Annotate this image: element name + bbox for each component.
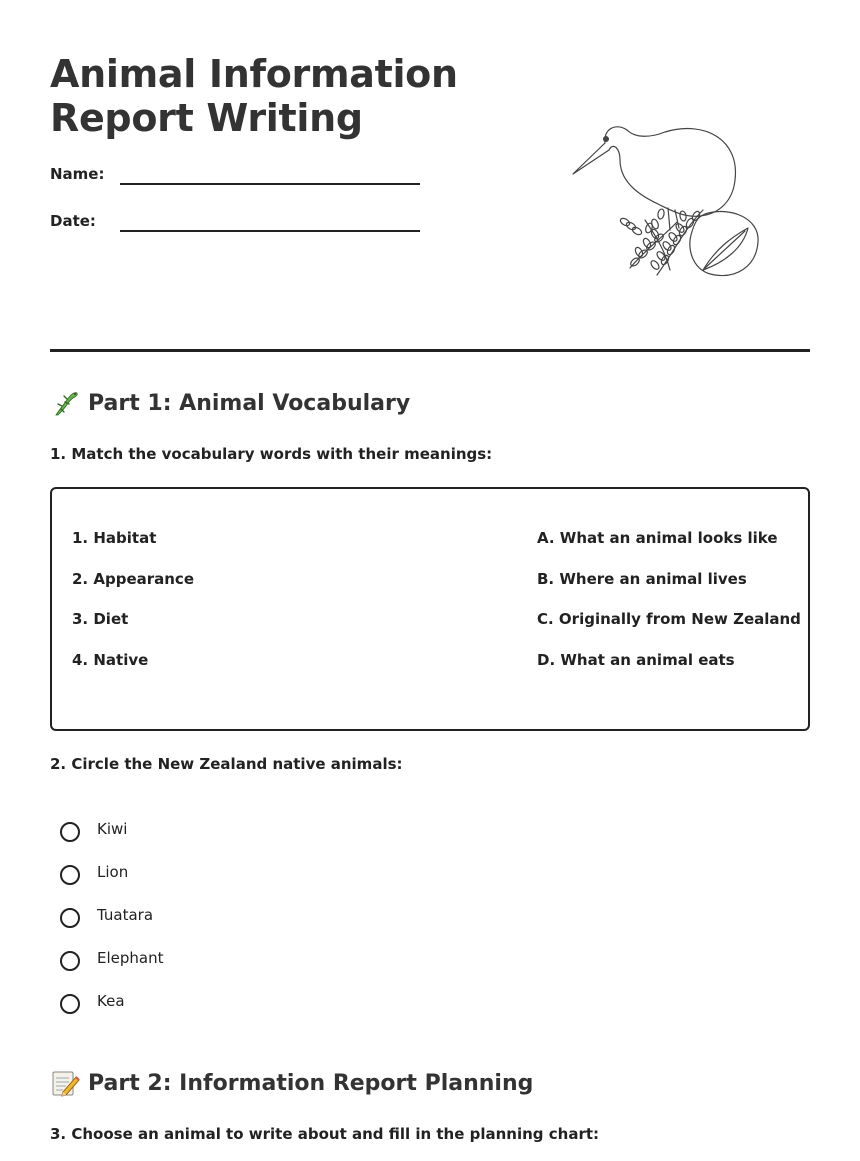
lizard-icon xyxy=(50,388,80,418)
circle-option-icon[interactable] xyxy=(60,822,80,842)
name-field[interactable] xyxy=(50,165,430,195)
animal-option[interactable] xyxy=(60,820,163,863)
question-3: 3. Choose an animal to write about and fill in the planning chart: xyxy=(50,1125,600,1143)
vocab-meaning: B. Where an animal lives xyxy=(537,569,747,588)
animal-option[interactable] xyxy=(60,863,163,906)
vocab-meaning: D. What an animal eats xyxy=(537,650,735,669)
animal-option[interactable] xyxy=(60,992,163,1035)
page-title xyxy=(50,52,458,140)
worksheet-header xyxy=(50,0,810,352)
animal-option-label: Lion xyxy=(97,863,129,881)
vocab-word: 1. Habitat xyxy=(72,529,157,547)
animal-option[interactable] xyxy=(60,906,163,949)
vocab-word: 4. Native xyxy=(72,650,149,669)
vocabulary-meanings xyxy=(537,529,801,691)
animal-option-label: Kiwi xyxy=(97,820,128,838)
header-divider xyxy=(50,349,810,352)
memo-pencil-icon xyxy=(50,1068,80,1098)
vocab-word: 2. Appearance xyxy=(72,569,194,588)
part1-heading xyxy=(50,388,410,418)
date-line[interactable] xyxy=(120,230,420,232)
question-1: 1. Match the vocabulary words with their meanings: xyxy=(50,445,493,463)
kiwi-bird-illustration xyxy=(565,110,765,285)
vocabulary-words xyxy=(72,529,194,691)
name-label: Name: xyxy=(50,165,105,183)
circle-option-icon[interactable] xyxy=(60,908,80,928)
date-field[interactable] xyxy=(50,212,430,242)
vocabulary-match-box xyxy=(50,487,810,731)
animal-option-label: Kea xyxy=(97,992,125,1010)
title-line-2: Report Writing xyxy=(50,96,363,140)
circle-option-icon[interactable] xyxy=(60,951,80,971)
circle-option-icon[interactable] xyxy=(60,865,80,885)
vocab-meaning: A. What an animal looks like xyxy=(537,529,778,547)
animal-option[interactable] xyxy=(60,949,163,992)
part2-title: Part 2: Information Report Planning xyxy=(88,1070,534,1096)
animal-option-label: Tuatara xyxy=(97,906,154,924)
circle-option-icon[interactable] xyxy=(60,994,80,1014)
part1-title: Part 1: Animal Vocabulary xyxy=(88,390,411,416)
part2-heading xyxy=(50,1068,533,1098)
worksheet-page xyxy=(50,0,810,1143)
vocab-word: 3. Diet xyxy=(72,610,129,628)
name-line[interactable] xyxy=(120,183,420,185)
animal-option-label: Elephant xyxy=(97,949,164,967)
question-2: 2. Circle the New Zealand native animals: xyxy=(50,755,403,773)
native-animals-list xyxy=(60,820,163,1035)
date-label: Date: xyxy=(50,212,96,230)
title-line-1: Animal Information xyxy=(50,52,458,96)
vocab-meaning: C. Originally from New Zealand xyxy=(537,610,801,628)
